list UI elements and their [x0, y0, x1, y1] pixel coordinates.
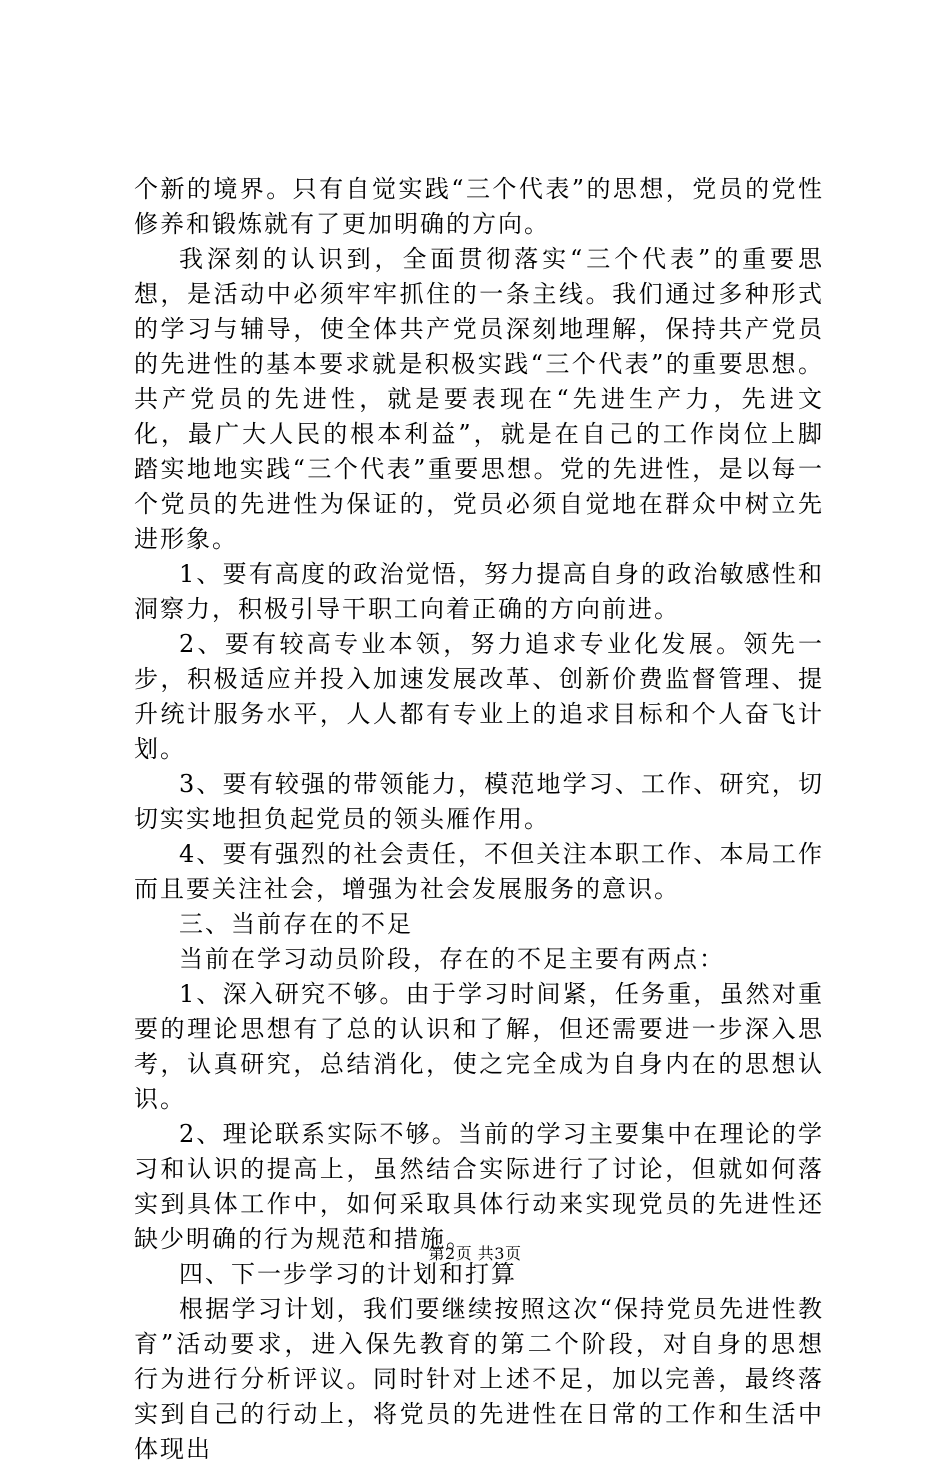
paragraph-plan: 根据学习计划，我们要继续按照这次“保持党员先进性教育”活动要求，进入保先教育的第二个阶段，对自身的思想行为进行分析评议。同时针对上述不足，加以完善，最终落实到自己的行动上，将党员的先进性在日常的工作和生活中体现出 [134, 1295, 824, 1463]
section-heading-4: 四、下一步学习的计划和打算 [179, 1260, 517, 1288]
document-body [134, 172, 824, 1467]
list-item-1: 1、要有高度的政治觉悟，努力提高自身的政治敏感性和洞察力，积极引导干职工向着正确的方向前进。 [134, 560, 824, 623]
paragraph-shortcomings-intro: 当前在学习动员阶段，存在的不足主要有两点： [179, 945, 725, 973]
list-item-4: 4、要有强烈的社会责任，不但关注本职工作、本局工作而且要关注社会，增强为社会发展服务的意识。 [134, 840, 824, 903]
list-item-2: 2、要有较高专业本领，努力追求专业化发展。领先一步，积极适应并投入加速发展改革、创新价费监督管理、提升统计服务水平，人人都有专业上的追求目标和个人奋飞计划。 [134, 630, 824, 763]
paragraph-2: 我深刻的认识到，全面贯彻落实“三个代表”的重要思想，是活动中必须牢牢抓住的一条主线。我们通过多种形式的学习与辅导，使全体共产党员深刻地理解，保持共产党员的先进性的基本要求就是积极实践“三个代表”的重要思想。共产党员的先进性，就是要表现在“先进生产力，先进文化，最广大人民的根本利益”，就是在自己的工作岗位上脚踏实地地实践“三个代表”重要思想。党的先进性，是以每一个党员的先进性为保证的，党员必须自觉地在群众中树立先进形象。 [134, 245, 824, 553]
page-footer: 第2页 共3页 [428, 1244, 522, 1263]
list-item-3: 3、要有较强的带领能力，模范地学习、工作、研究，切切实实地担负起党员的领头雁作用。 [134, 770, 824, 833]
paragraph-1: 个新的境界。只有自觉实践“三个代表”的思想，党员的党性修养和锻炼就有了更加明确的方向。 [134, 175, 824, 238]
shortcoming-item-1: 1、深入研究不够。由于学习时间紧，任务重，虽然对重要的理论思想有了总的认识和了解，但还需要进一步深入思考，认真研究，总结消化，使之完全成为自身内在的思想认识。 [134, 980, 824, 1113]
shortcoming-item-2: 2、理论联系实际不够。当前的学习主要集中在理论的学习和认识的提高上，虽然结合实际进行了讨论，但就如何落实到具体工作中，如何采取具体行动来实现党员的先进性还缺少明确的行为规范和措施。 [134, 1120, 824, 1253]
section-heading-3: 三、当前存在的不足 [179, 910, 413, 938]
